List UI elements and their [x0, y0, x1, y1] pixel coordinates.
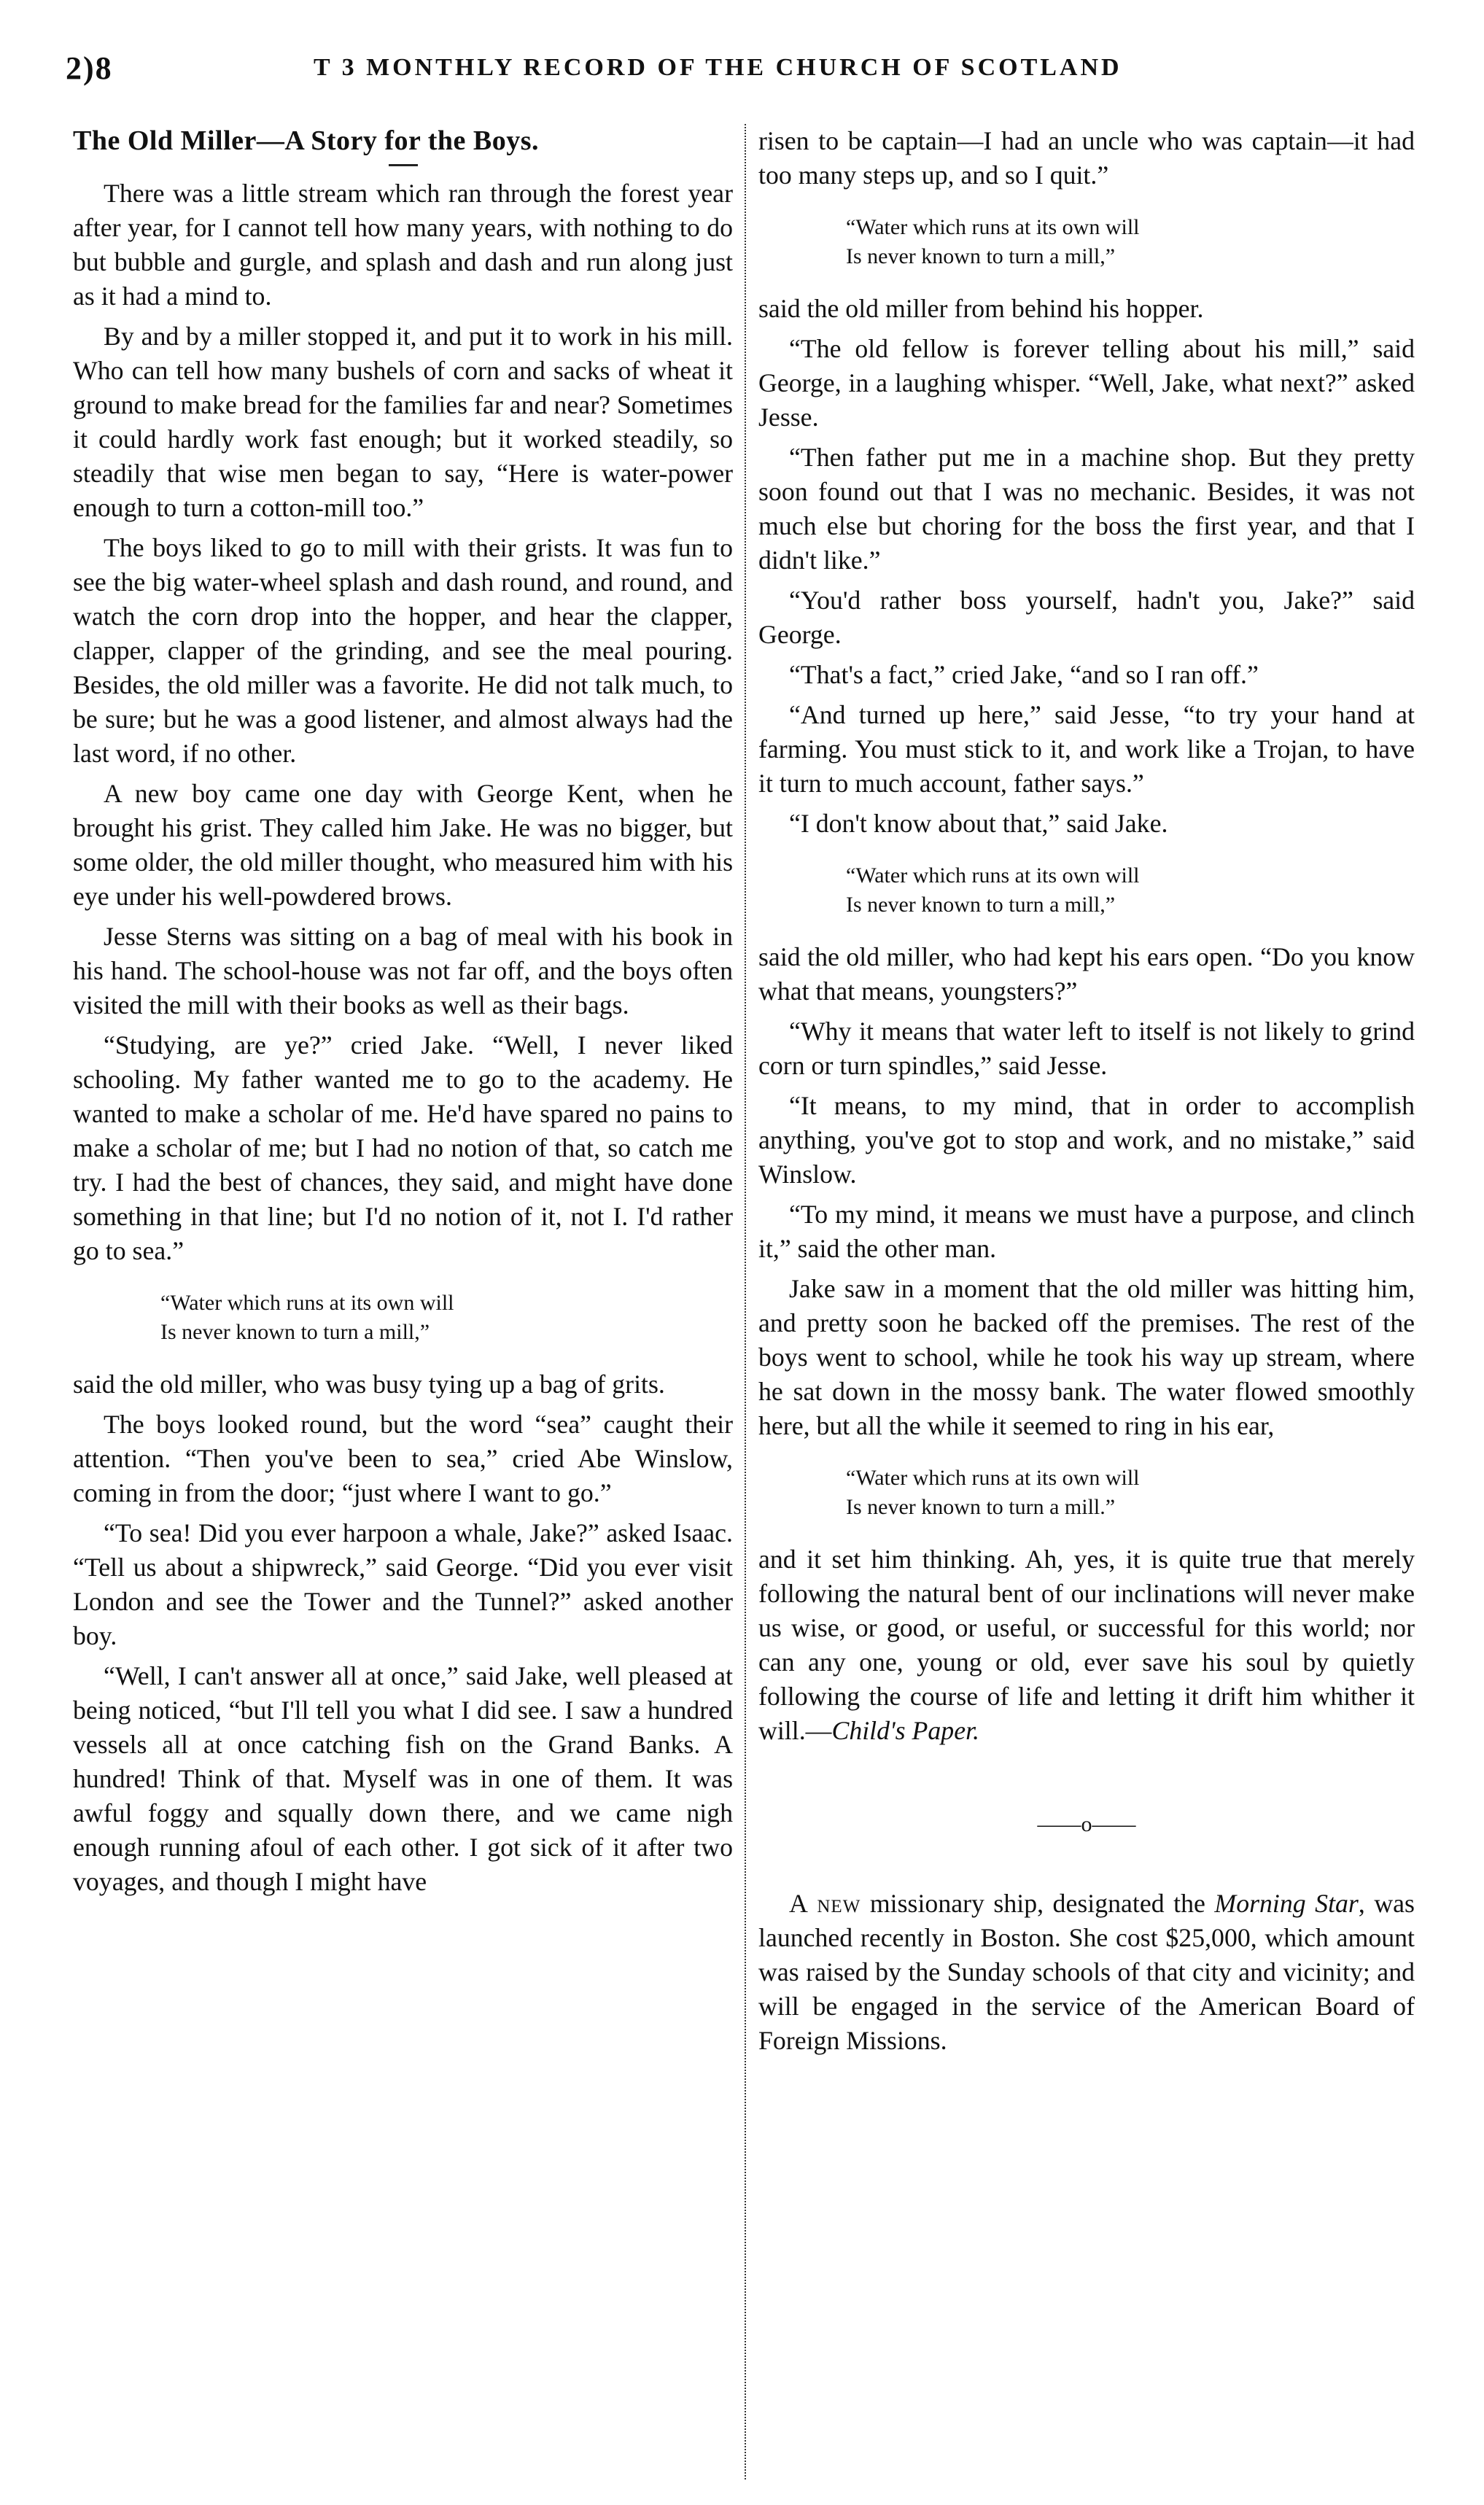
paragraph: “That's a fact,” cried Jake, “and so I ran off.” [789, 660, 1259, 689]
notice-paragraph [758, 1887, 1415, 2058]
notice-text: missionary ship, designated the [861, 1889, 1215, 1918]
paragraph: “Studying, are ye?” cried Jake. “Well, I never liked schooling. My father wanted me to go to the academy. He wanted to make a scholar of me. He'd have spared no pains to make a scholar of me; but I had no notion of that, so catch me try. I had the best of chances, they said, and might have done something in that line; but I'd no notion of it, not I. I'd rather go to sea.” [73, 1030, 733, 1265]
paragraph: “Why it means that water left to itself is not likely to grind corn or turn spindles,” said Jesse. [758, 1017, 1415, 1080]
verse-line: “Water which runs at its own will [160, 1291, 454, 1315]
paragraph: “And turned up here,” said Jesse, “to try your hand at farming. You must stick to it, and work like a Trojan, to have it turn to much account, father says.” [758, 700, 1415, 798]
source-credit: Child's Paper. [831, 1716, 980, 1745]
section-separator: ——o—— [1037, 1812, 1136, 1836]
notice-lead: A new [789, 1889, 861, 1918]
right-column [758, 124, 1415, 2472]
notice-rest: , was launched recently in Boston. She cost $25,000, which amount was raised by the Sunday schools of that city and vicinity; and will be engaged in the service of the American Board of Foreign Missions. [758, 1889, 1415, 2055]
paragraph: “Then father put me in a machine shop. But they pretty soon found out that I was no mechanic. Besides, it was not much else but choring for the boss the first year, and that I didn't like.” [758, 443, 1415, 575]
paragraph: said the old miller, who had kept his ears open. “Do you know what that means, youngsters?” [758, 942, 1415, 1006]
paragraph: There was a little stream which ran through the forest year after year, for I cannot tell how many years, with nothing to do but bubble and gurgle, and splash and dash and run along just as it had a mind to. [73, 179, 733, 311]
verse-line: “Water which runs at its own will [846, 863, 1140, 888]
paragraph: By and by a miller stopped it, and put it to work in his mill. Who can tell how many bushels of corn and sacks of wheat it ground to make bread for the families far and near? Sometimes it could hardly work fast enough; but it worked steadily, so steadily that wise men began to say, “Here is water-power enough to turn a cotton-mill too.” [73, 322, 733, 522]
verse-line: Is never known to turn a mill,” [846, 893, 1116, 917]
story-title: The Old Miller—A Story for the Boys. [73, 125, 539, 156]
paragraph: A new boy came one day with George Kent, when he brought his grist. They called him Jake. He was no bigger, but some older, the old miller thought, who measured him with his eye under his well-powdered brows. [73, 779, 733, 911]
verse-line: Is never known to turn a mill,” [160, 1320, 430, 1344]
paragraph: “To sea! Did you ever harpoon a whale, Jake?” asked Isaac. “Tell us about a shipwreck,” said George. “Did you ever visit London and see the Tower and the Tunnel?” asked another boy. [73, 1518, 733, 1650]
title-dash [389, 164, 418, 166]
paragraph: The boys liked to go to mill with their grists. It was fun to see the big water-wheel splash and dash round, and round, and watch the corn drop into the hopper, and hear the clapper, clapper, clapper of the grinding, and see the meal pouring. Besides, the old miller was a favorite. He did not talk much, to be sure; but he was a good listener, and almost always had the last word, if no other. [73, 533, 733, 768]
paragraph: The boys looked round, but the word “sea” caught their attention. “Then you've been to sea,” cried Abe Winslow, coming in from the door; “just where I want to go.” [73, 1410, 733, 1507]
verse-quote [846, 861, 1415, 920]
paragraph: “The old fellow is forever telling about his mill,” said George, in a laughing whisper. “Well, Jake, what next?” asked Jesse. [758, 334, 1415, 432]
paragraph: “To my mind, it means we must have a purpose, and clinch it,” said the other man. [758, 1200, 1415, 1263]
column-divider [745, 124, 746, 2479]
paragraph: “I don't know about that,” said Jake. [789, 809, 1168, 838]
page-header [66, 50, 1418, 101]
verse-line: Is never known to turn a mill,” [846, 244, 1116, 268]
verse-line: Is never known to turn a mill.” [846, 1495, 1116, 1519]
closing-paragraph [758, 1542, 1415, 1748]
paragraph: “Well, I can't answer all at once,” said Jake, well pleased at being noticed, “but I'll tell you what I did see. I saw a hundred vessels all at once catching fish on the Grand Banks. A hundred! Think of that. Myself was in one of them. It was awful foggy and squally down there, and we came nigh enough running afoul of each other. I got sick of it after two voyages, and though I might have [73, 1661, 733, 1896]
verse-line: “Water which runs at its own will [846, 1466, 1140, 1490]
verse-quote [846, 1464, 1415, 1522]
paragraph: Jake saw in a moment that the old miller was hitting him, and pretty soon he backed off the premises. The rest of the boys went to school, while he took his way up stream, where he sat down in the mossy bank. The water flowed smoothly here, but all the while it seemed to ring in his ear, [758, 1274, 1415, 1440]
closing-text: and it set him thinking. Ah, yes, it is quite true that merely following the natural bent of our inclinations will never make us wise, or good, or useful, or successful for this world; nor can any one, young or old, ever save his soul by quietly following the course of life and letting it drift him whither it will.— [758, 1545, 1415, 1745]
verse-line: “Water which runs at its own will [846, 215, 1140, 239]
paragraph: risen to be captain—I had an uncle who was captain—it had too many steps up, and so I quit.” [758, 126, 1415, 190]
page-number: 2)8 [66, 50, 113, 86]
paragraph: said the old miller from behind his hopper. [758, 294, 1204, 323]
ship-name: Morning Star [1214, 1889, 1359, 1918]
paragraph: Jesse Sterns was sitting on a bag of meal with his book in his hand. The school-house was not far off, and the boys often visited the mill with their books as well as their bags. [73, 922, 733, 1020]
verse-quote [846, 213, 1415, 271]
paragraph: “It means, to my mind, that in order to accomplish anything, you've got to stop and work, and no mistake,” said Winslow. [758, 1091, 1415, 1189]
left-column [73, 124, 733, 2472]
running-title: T 3 MONTHLY RECORD OF THE CHURCH OF SCOTLAND [314, 54, 1122, 81]
verse-quote [160, 1289, 733, 1347]
paragraph: “You'd rather boss yourself, hadn't you, Jake?” said George. [758, 586, 1415, 649]
paragraph: said the old miller, who was busy tying up a bag of grits. [73, 1370, 665, 1399]
